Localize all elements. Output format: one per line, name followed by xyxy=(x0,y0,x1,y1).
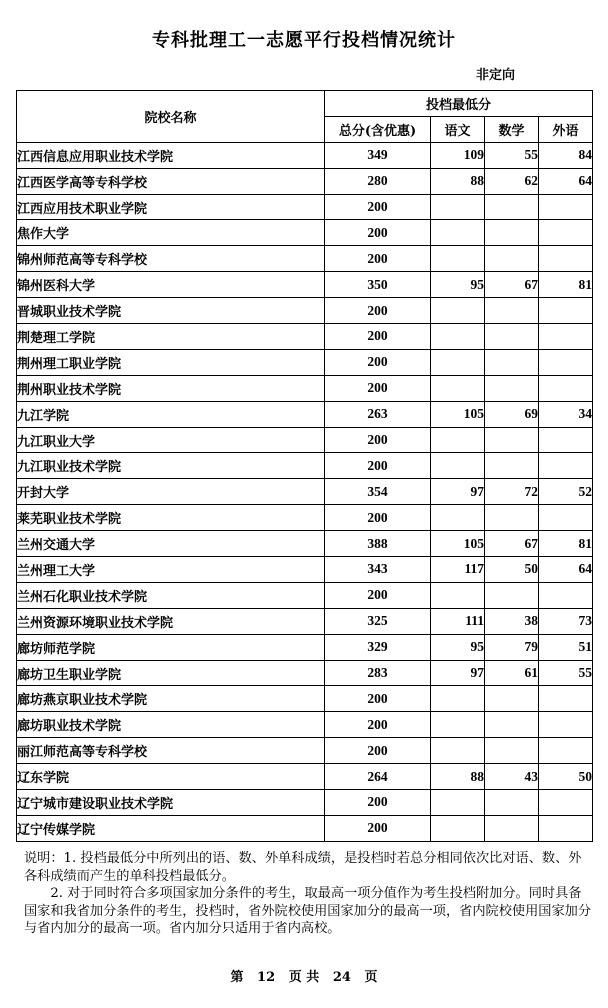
total-score-cell: 200 xyxy=(325,375,431,401)
chinese-score-cell: 95 xyxy=(431,634,485,660)
school-name-cell: 锦州医科大学 xyxy=(17,272,325,298)
math-score-cell: 50 xyxy=(485,557,539,583)
notes xyxy=(24,850,592,938)
school-name-cell: 廊坊燕京职业技术学院 xyxy=(17,686,325,712)
header-row-1 xyxy=(17,91,593,117)
math-score-cell xyxy=(485,686,539,712)
table-row xyxy=(17,557,593,583)
school-name-cell: 兰州交通大学 xyxy=(17,531,325,557)
school-name-cell: 兰州资源环境职业技术学院 xyxy=(17,608,325,634)
english-score-cell: 52 xyxy=(539,479,593,505)
english-score-cell xyxy=(539,349,593,375)
total-score-cell: 200 xyxy=(325,427,431,453)
school-name-cell: 江西医学高等专科学校 xyxy=(17,168,325,194)
page-title: 专科批理工一志愿平行投档情况统计 xyxy=(152,30,456,51)
math-score-cell xyxy=(485,582,539,608)
english-score-cell: 55 xyxy=(539,660,593,686)
math-score-cell xyxy=(485,505,539,531)
english-score-cell: 51 xyxy=(539,634,593,660)
table-row xyxy=(17,220,593,246)
total-score-cell: 200 xyxy=(325,349,431,375)
total-score-cell: 200 xyxy=(325,712,431,738)
total-score-cell: 349 xyxy=(325,142,431,168)
english-score-cell xyxy=(539,298,593,324)
school-name-cell: 辽东学院 xyxy=(17,764,325,790)
table-row xyxy=(17,660,593,686)
table-row xyxy=(17,142,593,168)
total-score-cell: 263 xyxy=(325,401,431,427)
total-score-cell: 200 xyxy=(325,220,431,246)
header-school-name: 院校名称 xyxy=(17,91,325,143)
chinese-score-cell: 97 xyxy=(431,479,485,505)
english-score-cell: 64 xyxy=(539,557,593,583)
english-score-cell: 34 xyxy=(539,401,593,427)
english-score-cell xyxy=(539,453,593,479)
chinese-score-cell xyxy=(431,582,485,608)
total-score-cell: 200 xyxy=(325,324,431,350)
english-score-cell: 81 xyxy=(539,272,593,298)
math-score-cell xyxy=(485,324,539,350)
table-row xyxy=(17,427,593,453)
chinese-score-cell xyxy=(431,324,485,350)
english-score-cell xyxy=(539,427,593,453)
school-name-cell: 九江学院 xyxy=(17,401,325,427)
math-score-cell: 69 xyxy=(485,401,539,427)
chinese-score-cell: 95 xyxy=(431,272,485,298)
chinese-score-cell xyxy=(431,453,485,479)
table-row xyxy=(17,194,593,220)
math-score-cell xyxy=(485,298,539,324)
total-score-cell: 200 xyxy=(325,686,431,712)
school-name-cell: 兰州石化职业技术学院 xyxy=(17,582,325,608)
total-score-cell: 264 xyxy=(325,764,431,790)
table-row xyxy=(17,634,593,660)
english-score-cell xyxy=(539,220,593,246)
chinese-score-cell xyxy=(431,375,485,401)
chinese-score-cell xyxy=(431,246,485,272)
school-name-cell: 开封大学 xyxy=(17,479,325,505)
school-name-cell: 焦作大学 xyxy=(17,220,325,246)
total-score-cell: 200 xyxy=(325,505,431,531)
school-name-cell: 九江职业技术学院 xyxy=(17,453,325,479)
table-row xyxy=(17,324,593,350)
english-score-cell xyxy=(539,738,593,764)
total-score-cell: 343 xyxy=(325,557,431,583)
header-total: 总分(含优惠) xyxy=(325,116,431,142)
math-score-cell: 55 xyxy=(485,142,539,168)
total-score-cell: 354 xyxy=(325,479,431,505)
total-score-cell: 200 xyxy=(325,582,431,608)
english-score-cell xyxy=(539,582,593,608)
table-row xyxy=(17,272,593,298)
school-name-cell: 辽宁城市建设职业技术学院 xyxy=(17,790,325,816)
chinese-score-cell: 105 xyxy=(431,531,485,557)
school-name-cell: 荆州理工职业学院 xyxy=(17,349,325,375)
table-row xyxy=(17,168,593,194)
english-score-cell: 64 xyxy=(539,168,593,194)
math-score-cell: 72 xyxy=(485,479,539,505)
chinese-score-cell: 88 xyxy=(431,764,485,790)
math-score-cell xyxy=(485,427,539,453)
header-math: 数学 xyxy=(485,116,539,142)
chinese-score-cell xyxy=(431,349,485,375)
chinese-score-cell: 88 xyxy=(431,168,485,194)
chinese-score-cell xyxy=(431,220,485,246)
math-score-cell xyxy=(485,738,539,764)
chinese-score-cell xyxy=(431,712,485,738)
english-score-cell xyxy=(539,815,593,841)
table-row xyxy=(17,738,593,764)
total-score-cell: 200 xyxy=(325,298,431,324)
school-name-cell: 荆楚理工学院 xyxy=(17,324,325,350)
chinese-score-cell xyxy=(431,427,485,453)
math-score-cell xyxy=(485,790,539,816)
school-name-cell: 廊坊卫生职业学院 xyxy=(17,660,325,686)
school-name-cell: 晋城职业技术学院 xyxy=(17,298,325,324)
total-score-cell: 350 xyxy=(325,272,431,298)
table-row xyxy=(17,764,593,790)
math-score-cell: 62 xyxy=(485,168,539,194)
table-row xyxy=(17,686,593,712)
chinese-score-cell xyxy=(431,738,485,764)
total-score-cell: 325 xyxy=(325,608,431,634)
math-score-cell xyxy=(485,220,539,246)
school-name-cell: 莱芜职业技术学院 xyxy=(17,505,325,531)
school-name-cell: 廊坊师范学院 xyxy=(17,634,325,660)
table-row xyxy=(17,401,593,427)
math-score-cell xyxy=(485,375,539,401)
english-score-cell xyxy=(539,246,593,272)
total-score-cell: 283 xyxy=(325,660,431,686)
school-name-cell: 江西应用技术职业学院 xyxy=(17,194,325,220)
note-2: 2. 对于同时符合多项国家加分条件的考生，取最高一项分值作为考生投档附加分。同时具备国家和我省加分条件的考生，投档时，省外院校使用国家加分的最高一项，省内院校使用国家加分与省内加分的最高一项。省内加分只适用于省内高校。 xyxy=(24,886,592,936)
math-score-cell xyxy=(485,453,539,479)
math-score-cell xyxy=(485,349,539,375)
table-row xyxy=(17,246,593,272)
chinese-score-cell: 117 xyxy=(431,557,485,583)
chinese-score-cell: 97 xyxy=(431,660,485,686)
score-table xyxy=(16,90,593,842)
math-score-cell: 43 xyxy=(485,764,539,790)
english-score-cell xyxy=(539,194,593,220)
table-row xyxy=(17,608,593,634)
chinese-score-cell xyxy=(431,686,485,712)
english-score-cell xyxy=(539,505,593,531)
table-row xyxy=(17,479,593,505)
table-row xyxy=(17,375,593,401)
english-score-cell xyxy=(539,324,593,350)
table-row xyxy=(17,505,593,531)
total-score-cell: 200 xyxy=(325,738,431,764)
english-score-cell: 73 xyxy=(539,608,593,634)
chinese-score-cell xyxy=(431,298,485,324)
chinese-score-cell: 109 xyxy=(431,142,485,168)
total-score-cell: 280 xyxy=(325,168,431,194)
chinese-score-cell: 111 xyxy=(431,608,485,634)
table-row xyxy=(17,582,593,608)
math-score-cell: 61 xyxy=(485,660,539,686)
total-score-cell: 388 xyxy=(325,531,431,557)
header-chinese: 语文 xyxy=(431,116,485,142)
table-row xyxy=(17,453,593,479)
total-score-cell: 200 xyxy=(325,790,431,816)
chinese-score-cell xyxy=(431,505,485,531)
math-score-cell xyxy=(485,246,539,272)
total-score-cell: 200 xyxy=(325,246,431,272)
total-score-cell: 200 xyxy=(325,194,431,220)
total-score-cell: 200 xyxy=(325,815,431,841)
math-score-cell: 67 xyxy=(485,531,539,557)
english-score-cell xyxy=(539,712,593,738)
school-name-cell: 辽宁传媒学院 xyxy=(17,815,325,841)
table-row xyxy=(17,531,593,557)
math-score-cell: 38 xyxy=(485,608,539,634)
table-row xyxy=(17,349,593,375)
school-name-cell: 锦州师范高等专科学校 xyxy=(17,246,325,272)
school-name-cell: 丽江师范高等专科学校 xyxy=(17,738,325,764)
english-score-cell: 81 xyxy=(539,531,593,557)
english-score-cell xyxy=(539,686,593,712)
chinese-score-cell xyxy=(431,194,485,220)
table-body xyxy=(17,142,593,841)
page-footer: 第 12 页 共 24 页 xyxy=(230,970,378,985)
english-score-cell xyxy=(539,375,593,401)
english-score-cell: 84 xyxy=(539,142,593,168)
note-1: 说明：1. 投档最低分中所列出的语、数、外单科成绩，是投档时若总分相同依次比对语、数、外各科成绩而产生的单科投档最低分。 xyxy=(24,851,582,884)
table-row xyxy=(17,712,593,738)
category-label: 非定向 xyxy=(476,68,516,83)
math-score-cell xyxy=(485,194,539,220)
english-score-cell xyxy=(539,790,593,816)
total-score-cell: 200 xyxy=(325,453,431,479)
chinese-score-cell xyxy=(431,790,485,816)
table-row xyxy=(17,790,593,816)
school-name-cell: 兰州理工大学 xyxy=(17,557,325,583)
english-score-cell: 50 xyxy=(539,764,593,790)
chinese-score-cell: 105 xyxy=(431,401,485,427)
math-score-cell xyxy=(485,815,539,841)
math-score-cell xyxy=(485,712,539,738)
table-row xyxy=(17,815,593,841)
total-score-cell: 329 xyxy=(325,634,431,660)
header-min-score: 投档最低分 xyxy=(325,91,593,117)
header-english: 外语 xyxy=(539,116,593,142)
math-score-cell: 67 xyxy=(485,272,539,298)
school-name-cell: 九江职业大学 xyxy=(17,427,325,453)
math-score-cell: 79 xyxy=(485,634,539,660)
chinese-score-cell xyxy=(431,815,485,841)
school-name-cell: 荆州职业技术学院 xyxy=(17,375,325,401)
school-name-cell: 江西信息应用职业技术学院 xyxy=(17,142,325,168)
table-row xyxy=(17,298,593,324)
school-name-cell: 廊坊职业技术学院 xyxy=(17,712,325,738)
